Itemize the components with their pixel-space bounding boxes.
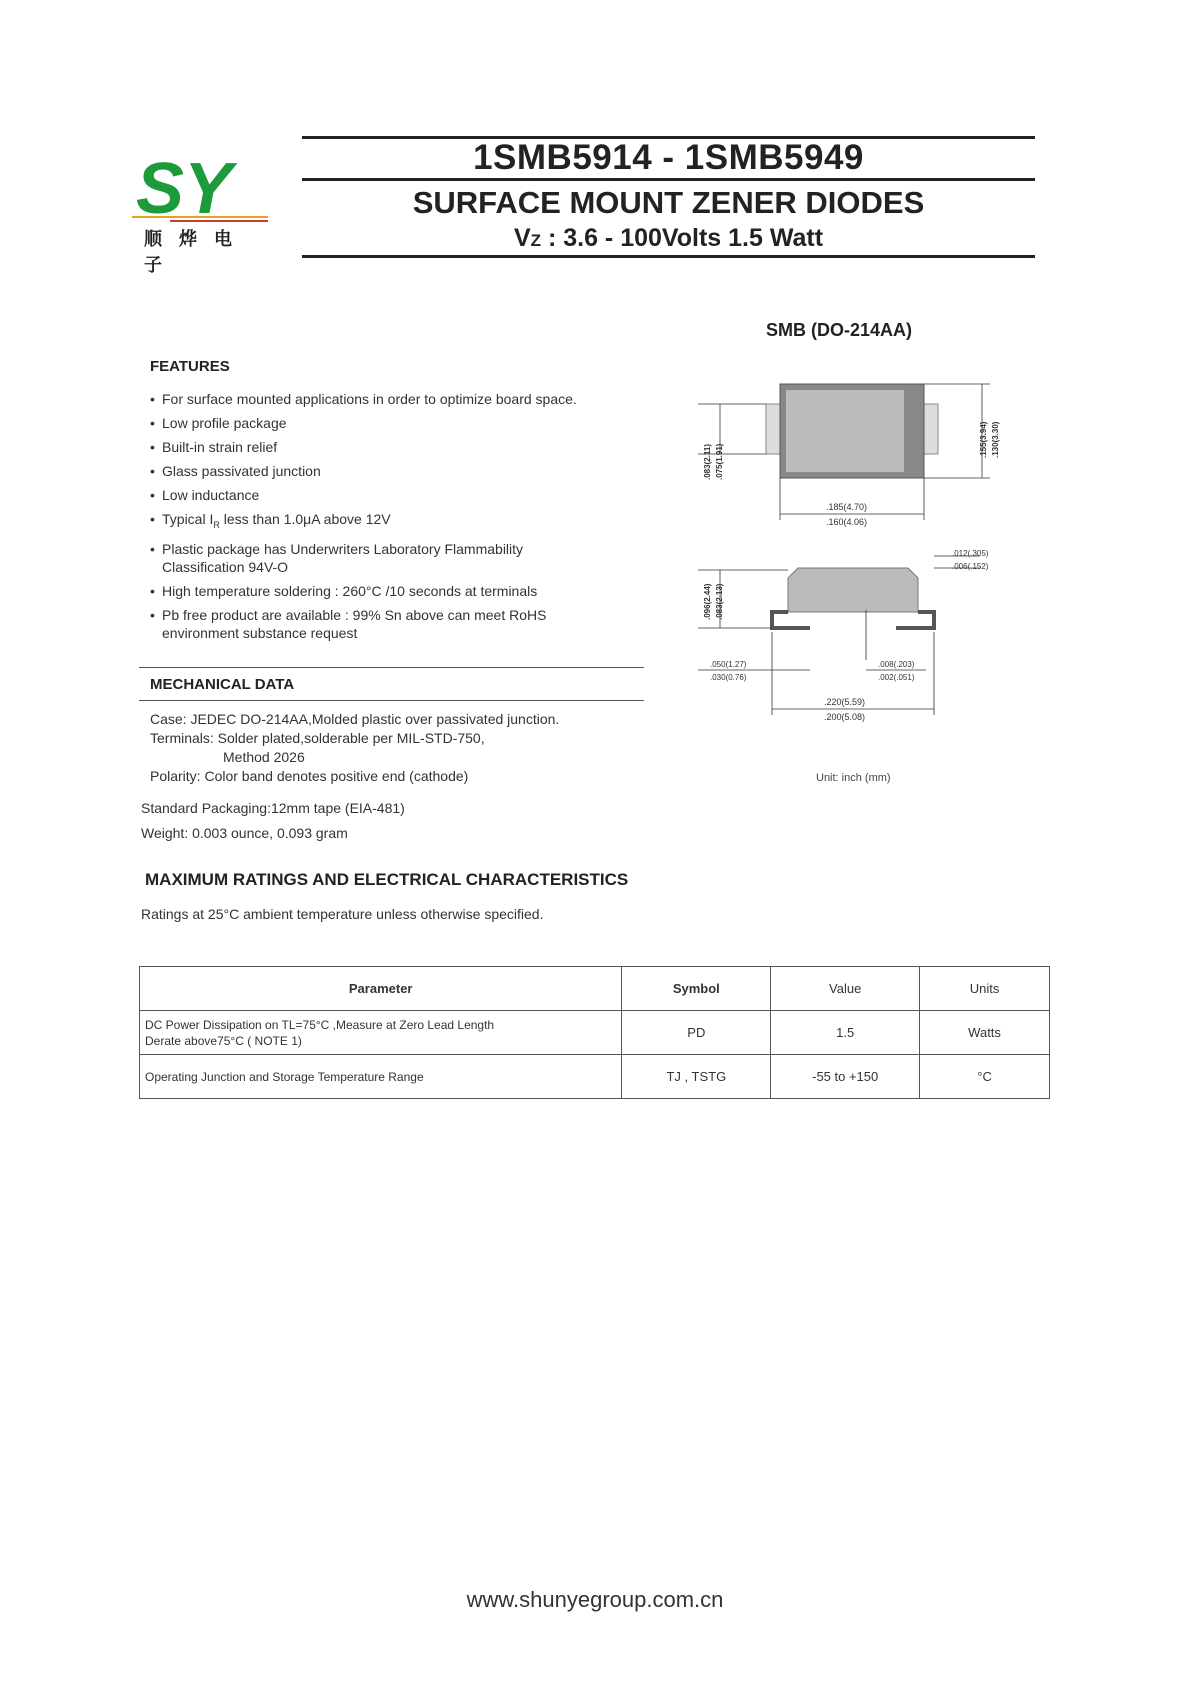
dim-top-height-left-max: .083(2.11): [703, 443, 712, 480]
dim-lead-thick-min: .006(.152): [952, 562, 989, 571]
dim-lead-thick-max: .012(.305): [952, 549, 989, 558]
dim-standoff-min: .002(.051): [878, 673, 915, 682]
product-title: SURFACE MOUNT ZENER DIODES: [412, 185, 925, 220]
voltage-spec: VZ : 3.6 - 100Volts 1.5 Watt: [513, 224, 824, 252]
weight: Weight: 0.003 ounce, 0.093 gram: [141, 825, 348, 841]
value-cell: 1.5: [771, 1011, 920, 1055]
dim-top-height-right-min: .130(3.30): [991, 421, 1000, 458]
dim-top-width-min: .160(4.06): [826, 517, 868, 527]
company-logo: [130, 145, 270, 275]
logo-letters: SY: [136, 149, 233, 229]
footer-url: www.shunyegroup.com.cn: [466, 1587, 724, 1612]
symbol-cell: TJ , TSTG: [622, 1055, 771, 1099]
feature-item: • Low profile package: [150, 414, 650, 432]
column-header-symbol: Symbol: [622, 967, 771, 1011]
table-row: [140, 1055, 1050, 1099]
feature-item: • For surface mounted applications in order to optimize board space.: [150, 390, 650, 408]
package-outline-drawing: [690, 370, 1030, 790]
dim-overall-max: .220(5.59): [824, 697, 866, 707]
table-row: [140, 1011, 1050, 1055]
mechanical-method: Method 2026: [223, 749, 305, 765]
units-cell: °C: [920, 1055, 1050, 1099]
features-heading: FEATURES: [150, 358, 230, 375]
part-range-title: 1SMB5914 - 1SMB5949: [473, 138, 864, 177]
parameter-cell: DC Power Dissipation on TL=75°C ,Measure at Zero Lead Length Derate above75°C ( NOTE 1): [140, 1011, 622, 1055]
dim-side-height-min: .083(2.13): [715, 583, 724, 620]
header-rule-bottom: [302, 255, 1035, 258]
ratings-note: Ratings at 25°C ambient temperature unless otherwise specified.: [141, 906, 544, 922]
feature-item: • Low inductance: [150, 486, 650, 504]
mechanical-polarity: Polarity: Color band denotes positive end (cathode): [150, 768, 469, 784]
package-label: SMB (DO-214AA): [766, 320, 913, 340]
dim-side-height-max: .096(2.44): [703, 583, 712, 620]
parameter-cell: Operating Junction and Storage Temperature Range: [140, 1055, 622, 1099]
table-header-row: [140, 967, 1050, 1011]
column-header-parameter: Parameter: [140, 967, 622, 1011]
mechanical-terminals: Terminals: Solder plated,solderable per MIL-STD-750,: [150, 730, 485, 746]
unit-label: Unit: inch (mm): [816, 772, 891, 784]
dim-top-width-max: .185(4.70): [826, 502, 868, 512]
feature-item: • Plastic package has Underwriters Laboratory Flammability Classification 94V-O: [150, 540, 582, 576]
units-cell: Watts: [920, 1011, 1050, 1055]
column-header-units: Units: [920, 967, 1050, 1011]
feature-item: • Glass passivated junction: [150, 462, 650, 480]
dim-overall-min: .200(5.08): [824, 712, 866, 722]
feature-item: • Built-in strain relief: [150, 438, 650, 456]
dim-top-height-right-max: .155(3.94): [979, 421, 988, 458]
feature-item: • Typical $I_R$ less than 1.0μA above 12V: [150, 510, 650, 534]
dim-standoff-max: .008(.203): [878, 660, 915, 669]
dim-top-height-left-min: .075(1.91): [715, 443, 724, 480]
mechanical-heading: MECHANICAL DATA: [150, 676, 295, 693]
standard-packaging: Standard Packaging:12mm tape (EIA-481): [141, 800, 405, 816]
header-rule-middle: [302, 178, 1035, 181]
ratings-heading: MAXIMUM RATINGS AND ELECTRICAL CHARACTERISTICS: [145, 870, 629, 889]
mechanical-case: Case: JEDEC DO-214AA,Molded plastic over passivated junction.: [150, 711, 560, 727]
mechanical-rule-bottom: [139, 700, 644, 701]
features-list: [150, 390, 650, 648]
feature-item: • High temperature soldering : 260°C /10 seconds at terminals: [150, 582, 650, 600]
ratings-table: [139, 966, 1050, 1099]
symbol-cell: PD: [622, 1011, 771, 1055]
feature-item: • Pb free product are available : 99% Sn above can meet RoHS environment substance request: [150, 606, 602, 642]
dim-lead-len-min: .030(0.76): [710, 673, 747, 682]
logo-chinese-text: 顺 烨 电 子: [144, 229, 239, 275]
value-cell: -55 to +150: [771, 1055, 920, 1099]
column-header-value: Value: [771, 967, 920, 1011]
mechanical-rule-top: [139, 667, 644, 668]
dim-lead-len-max: .050(1.27): [710, 660, 747, 669]
